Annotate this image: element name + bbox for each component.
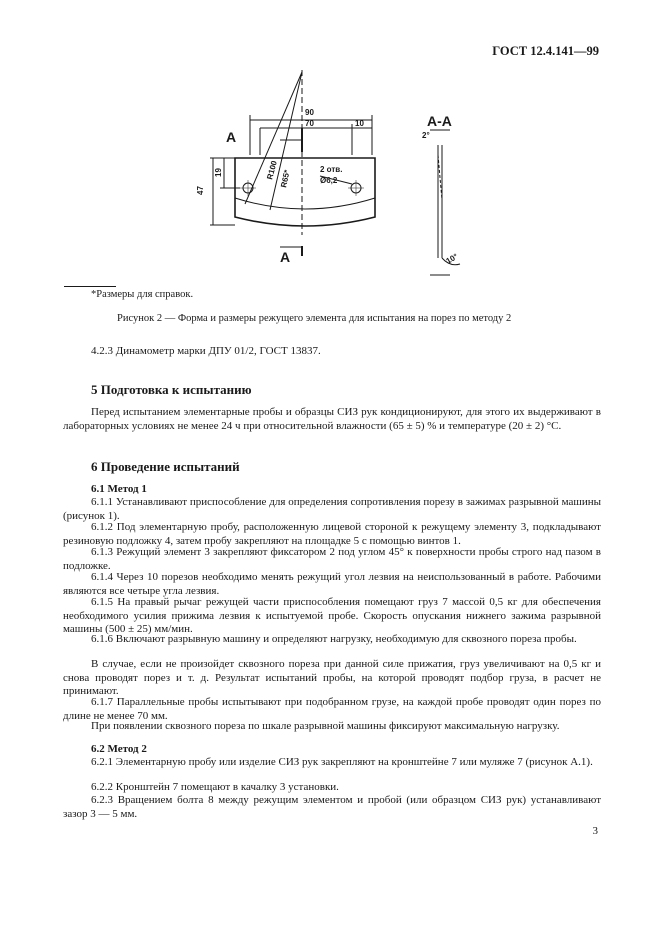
paragraph-6-1-3: 6.1.3 Режущий элемент 3 закрепляют фиксатором 2 под углом 45° к поверхности пробы строго над пазом в подложке. xyxy=(63,546,601,572)
dim-r65: R65* xyxy=(279,169,292,189)
footnote: *Размеры для справок. xyxy=(91,289,194,300)
paragraph-6-1-4: 6.1.4 Через 10 порезов необходимо менять режущий угол лезвия на неиспользованный в работе. Рабочими являются все четыре угла лезвия. xyxy=(63,571,601,597)
method-2-title: 6.2 Метод 2 xyxy=(91,743,147,755)
paragraph-6-1-6: 6.1.6 Включают разрывную машину и определяют нагрузку, необходимую для сквозного пореза пробы. xyxy=(91,633,577,645)
method-1-title: 6.1 Метод 1 xyxy=(91,483,147,495)
section-view-title: А-А xyxy=(427,113,452,129)
inner-arc xyxy=(235,198,375,209)
technical-drawing xyxy=(180,60,480,280)
section-label-bottom: A xyxy=(280,249,291,265)
paragraph-6-1-7-continued: При появлении сквозного пореза по шкале разрывной машины фиксируют максимальную нагрузку. xyxy=(91,720,560,732)
cutting-element-drawing xyxy=(180,60,480,280)
paragraph-4-2-3: 4.2.3 Динамометр марки ДПУ 01/2, ГОСТ 13837. xyxy=(91,345,321,357)
dim-10: 10 xyxy=(355,119,364,128)
paragraph-6-1-7: 6.1.7 Параллельные пробы испытывают при подобранном грузе, на каждой пробе проводят один порез по длине не менее 70 мм. xyxy=(63,696,601,722)
footnote-rule xyxy=(64,286,116,287)
paragraph-6-1-2: 6.1.2 Под элементарную пробу, расположенную лицевой стороной к режущему элементу 3, подкладывают резиновую подложку 4, затем пробу закрепляют на площадке 5 с помощью винтов 1. xyxy=(63,521,601,547)
paragraph-6-1-5: 6.1.5 На правый рычаг режущей части приспособления помещают груз 7 массой 0,5 кг для обеспечения необходимого усилия прижима лезвия к испытуемой пробе. Скорость опускания нижнего зажима разрывной машины (500 ± 25) мм/мин. xyxy=(63,596,601,635)
section-6-title: 6 Проведение испытаний xyxy=(91,459,240,474)
dim-47: 47 xyxy=(196,186,205,195)
figure-caption: Рисунок 2 — Форма и размеры режущего элемента для испытания на порез по методу 2 xyxy=(117,313,512,324)
paragraph-6-1-1: 6.1.1 Устанавливают приспособление для определения сопротивления порезу в зажимах разрывной машины (рисунок 1). xyxy=(63,496,601,522)
angle-2: 2° xyxy=(422,131,430,140)
section-5-title: 5 Подготовка к испытанию xyxy=(91,382,252,397)
angle-10: 10° xyxy=(444,251,460,266)
page-number: 3 xyxy=(592,825,598,837)
section-label-top: A xyxy=(226,129,237,145)
holes-label: 2 отв. xyxy=(320,165,343,174)
paragraph-6-1-6-continued: В случае, если не произойдет сквозного пореза при данной силе прижатия, груз увеличивают на 0,5 кг и снова проводят порез и т. д. Результат испытаний пробы, на которой проводят подбор груза, в расчет не принимают. xyxy=(63,658,601,697)
dim-70: 70 xyxy=(305,119,314,128)
document-header: ГОСТ 12.4.141—99 xyxy=(492,44,599,58)
blade-outline xyxy=(235,158,375,226)
dim-19: 19 xyxy=(214,168,223,177)
section-5-paragraph: Перед испытанием элементарные пробы и образцы СИЗ рук кондиционируют, для этого их выдерживают в лабораторных условиях не менее 24 ч при относительной влажности (65 ± 5) % и температуре (20 ± 2) °С. xyxy=(63,406,601,432)
holes-diameter: Ø6,2 xyxy=(320,176,338,185)
paragraph-6-2-2: 6.2.2 Кронштейн 7 помещают в качалку 3 установки. xyxy=(91,781,339,793)
dim-90: 90 xyxy=(305,108,314,117)
paragraph-6-2-3: 6.2.3 Вращением болта 8 между режущим элементом и пробой (или образцом СИЗ рук) устанавливают зазор 3 — 5 мм. xyxy=(63,794,601,820)
paragraph-6-2-1: 6.2.1 Элементарную пробу или изделие СИЗ рук закрепляют на кронштейне 7 или муляже 7 (рисунок А.1). xyxy=(91,756,593,768)
dim-r100: R100 xyxy=(265,159,279,181)
